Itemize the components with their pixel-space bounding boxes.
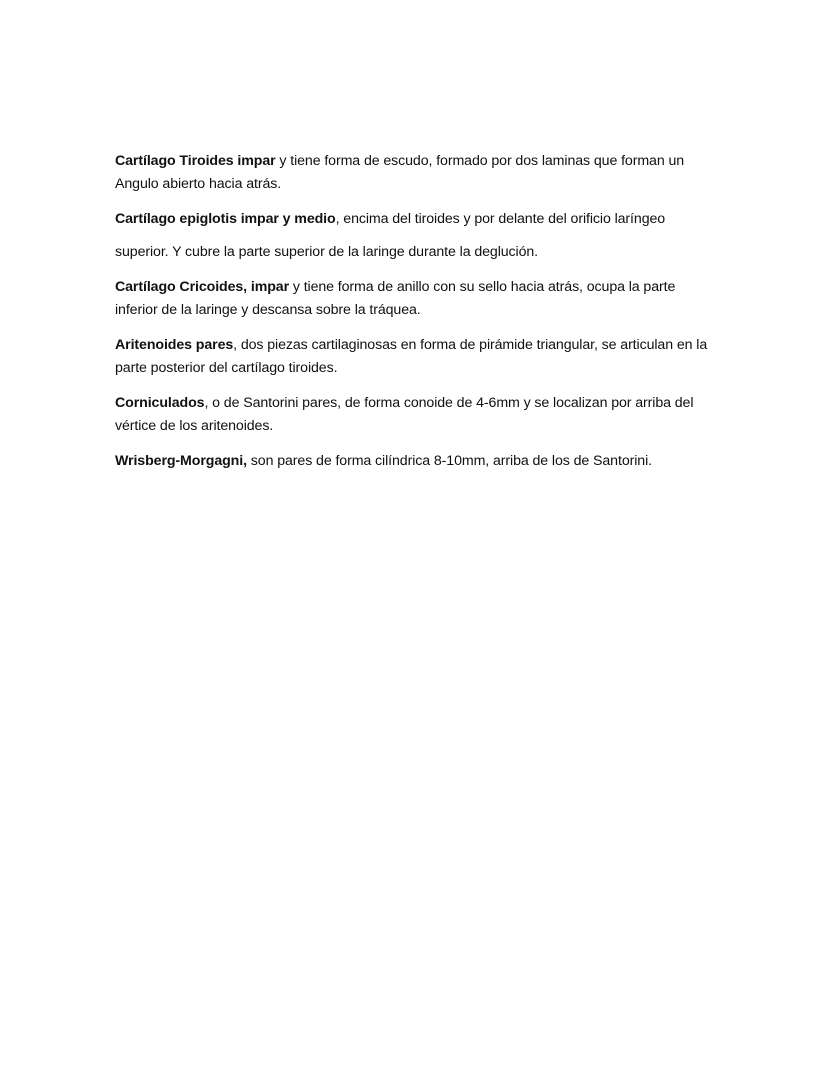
- text-tiroides: y tiene forma de escudo, formado por dos laminas que forman un Angulo abierto hacia atrás.: [115, 153, 685, 192]
- paragraph-corniculados: [115, 392, 715, 438]
- paragraph-aritenoides: [115, 334, 715, 380]
- term-cricoides: Cartílago Cricoides, impar: [115, 279, 290, 295]
- paragraph-epiglotis-continued: [115, 241, 715, 264]
- term-aritenoides: Aritenoides pares: [115, 337, 234, 353]
- term-wrisberg: Wrisberg-Morgagni,: [115, 453, 247, 469]
- term-tiroides: Cartílago Tiroides impar: [115, 153, 276, 169]
- term-epiglotis: Cartílago epiglotis impar y medio: [115, 211, 336, 227]
- text-epiglotis: , encima del tiroides y por delante del orificio laríngeo: [335, 211, 666, 227]
- text-wrisberg: son pares de forma cilíndrica 8-10mm, arriba de los de Santorini.: [246, 453, 652, 469]
- text-epiglotis-continued: superior. Y cubre la parte superior de la laringe durante la deglución.: [115, 244, 539, 260]
- paragraph-cricoides: [115, 276, 715, 322]
- document-body: [115, 150, 715, 485]
- text-corniculados: , o de Santorini pares, de forma conoide de 4-6mm y se localizan por arriba del vértice de los aritenoides.: [115, 395, 694, 434]
- term-corniculados: Corniculados: [115, 395, 205, 411]
- text-aritenoides: , dos piezas cartilaginosas en forma de pirámide triangular, se articulan en la parte posterior del cartílago tiroides.: [115, 337, 708, 376]
- text-cricoides: y tiene forma de anillo con su sello hacia atrás, ocupa la parte inferior de la laringe y descansa sobre la tráquea.: [115, 279, 676, 318]
- paragraph-epiglotis: [115, 208, 715, 231]
- paragraph-tiroides: [115, 150, 715, 196]
- paragraph-wrisberg: [115, 450, 715, 473]
